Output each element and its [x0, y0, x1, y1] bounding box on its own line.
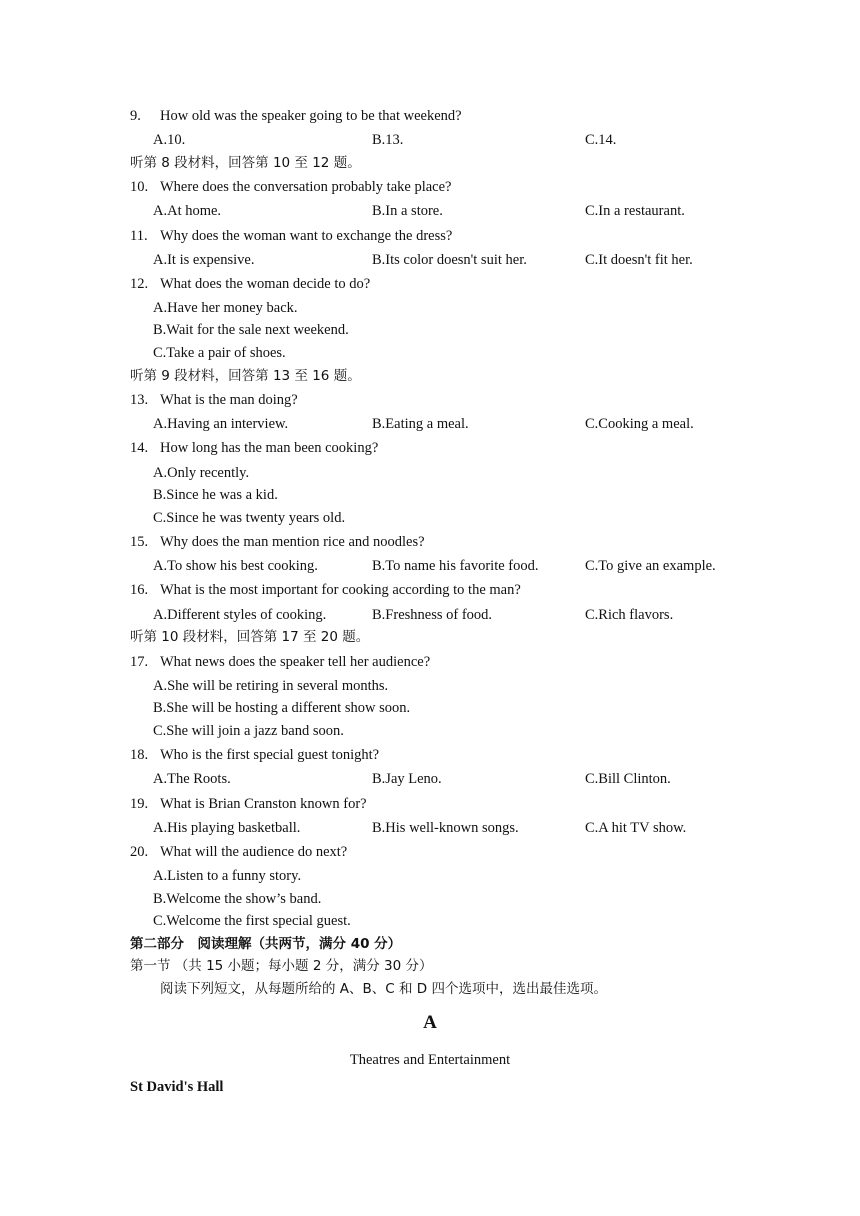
q15-option-b: B.To name his favorite food. [372, 558, 539, 574]
q10-number: 10. [130, 179, 149, 195]
q19-number: 19. [130, 796, 149, 812]
q18-option-b: B.Jay Leno. [372, 771, 442, 787]
q14-number: 14. [130, 440, 149, 456]
q17-option-b: B.She will be hosting a different show soon. [153, 700, 411, 716]
q9-option-b: B.13. [372, 132, 404, 148]
q13-option-c: C.Cooking a meal. [585, 416, 694, 432]
q20-text: What will the audience do next? [160, 844, 348, 860]
q12-number: 12. [130, 276, 149, 292]
q14-option-c: C.Since he was twenty years old. [153, 510, 346, 526]
q18-number: 18. [130, 747, 149, 763]
q19-option-a: A.His playing basketball. [153, 820, 301, 836]
q13-option-a: A.Having an interview. [153, 416, 289, 432]
q15-option-c: C.To give an example. [585, 558, 716, 574]
section-8-heading: 听第 8 段材料，回答第 10 至 12 题。 [130, 155, 361, 171]
q19-text: What is Brian Cranston known for? [160, 796, 367, 812]
q17-option-a: A.She will be retiring in several months. [153, 678, 389, 694]
q17-text: What news does the speaker tell her audience? [160, 654, 431, 670]
q15-option-a: A.To show his best cooking. [153, 558, 318, 574]
q14-option-a: A.Only recently. [153, 465, 250, 481]
q11-number: 11. [130, 228, 148, 244]
q19-option-b: B.His well-known songs. [372, 820, 519, 836]
section-10-heading: 听第 10 段材料，回答第 17 至 20 题。 [130, 629, 370, 645]
q20-option-a: A.Listen to a funny story. [153, 868, 302, 884]
q18-text: Who is the first special guest tonight? [160, 747, 380, 763]
q20-option-b: B.Welcome the show’s band. [153, 891, 322, 907]
q9-option-c: C.14. [585, 132, 617, 148]
q15-number: 15. [130, 534, 149, 550]
q13-option-b: B.Eating a meal. [372, 416, 469, 432]
q13-text: What is the man doing? [160, 392, 298, 408]
q15-text: Why does the man mention rice and noodles? [160, 534, 425, 550]
q11-text: Why does the woman want to exchange the dress? [160, 228, 453, 244]
q18-option-c: C.Bill Clinton. [585, 771, 671, 787]
q10-option-b: B.In a store. [372, 203, 443, 219]
part-2-heading: 第二部分 阅读理解（共两节，满分 40 分） [130, 936, 402, 952]
q9-text: How old was the speaker going to be that weekend? [160, 108, 462, 124]
passage-title: Theatres and Entertainment [349, 1052, 511, 1068]
q11-option-c: C.It doesn't fit her. [585, 252, 693, 268]
q17-option-c: C.She will join a jazz band soon. [153, 723, 344, 739]
q13-number: 13. [130, 392, 149, 408]
passage-letter: A [423, 1012, 437, 1033]
venue-heading: St David's Hall [130, 1079, 224, 1095]
q9-number: 9. [130, 108, 141, 124]
section-9-heading: 听第 9 段材料，回答第 13 至 16 题。 [130, 368, 361, 384]
q12-option-c: C.Take a pair of shoes. [153, 345, 286, 361]
q12-option-a: A.Have her money back. [153, 300, 298, 316]
q10-option-a: A.At home. [153, 203, 222, 219]
q16-option-c: C.Rich flavors. [585, 607, 674, 623]
q12-option-b: B.Wait for the sale next weekend. [153, 322, 349, 338]
q17-number: 17. [130, 654, 149, 670]
section-1-heading: 第一节 （共 15 小题；每小题 2 分，满分 30 分） [130, 958, 433, 974]
q16-number: 16. [130, 582, 149, 598]
q14-option-b: B.Since he was a kid. [153, 487, 278, 503]
q11-option-a: A.It is expensive. [153, 252, 255, 268]
q16-text: What is the most important for cooking according to the man? [160, 582, 521, 598]
reading-instruction: 阅读下列短文，从每题所给的 A、B、C 和 D 四个选项中，选出最佳选项。 [160, 981, 607, 997]
q12-text: What does the woman decide to do? [160, 276, 371, 292]
q11-option-b: B.Its color doesn't suit her. [372, 252, 527, 268]
q20-option-c: C.Welcome the first special guest. [153, 913, 351, 929]
q10-text: Where does the conversation probably take place? [160, 179, 452, 195]
q20-number: 20. [130, 844, 149, 860]
q10-option-c: C.In a restaurant. [585, 203, 685, 219]
q14-text: How long has the man been cooking? [160, 440, 379, 456]
q9-option-a: A.10. [153, 132, 186, 148]
q16-option-a: A.Different styles of cooking. [153, 607, 327, 623]
q18-option-a: A.The Roots. [153, 771, 231, 787]
q16-option-b: B.Freshness of food. [372, 607, 493, 623]
q19-option-c: C.A hit TV show. [585, 820, 687, 836]
